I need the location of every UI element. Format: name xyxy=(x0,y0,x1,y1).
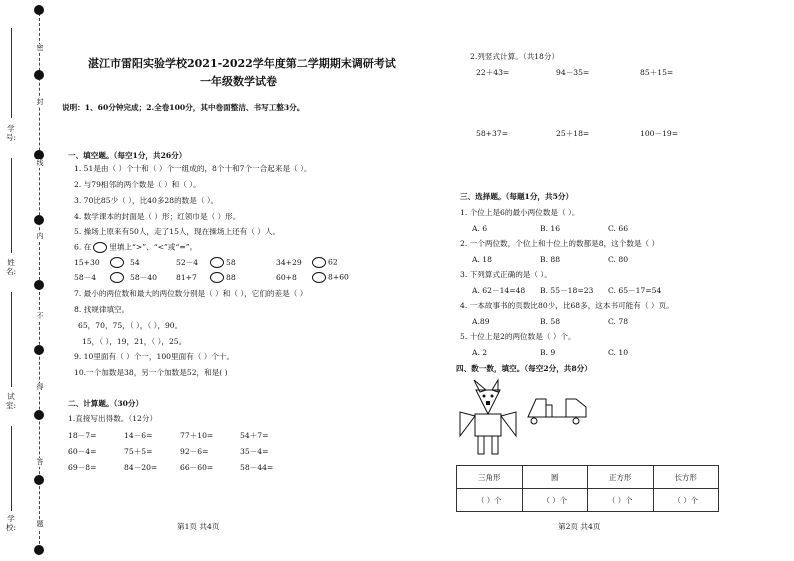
choice-option[interactable]: C. 66 xyxy=(608,224,629,233)
compare-right: 58－40 xyxy=(130,272,157,282)
vertical-calc-item: 100－19= xyxy=(640,129,679,138)
wheel-circle xyxy=(531,418,537,424)
vertical-calc-item: 58+37= xyxy=(476,129,509,138)
eye-circle xyxy=(491,395,494,398)
compare-left: 81+7 xyxy=(176,272,197,282)
compare-row-2 xyxy=(74,272,349,283)
vertical-calc-item: 22＋43= xyxy=(476,68,510,77)
exam-subtitle: 一年级数学试卷 xyxy=(200,75,277,88)
shape-truck-figure xyxy=(522,393,592,429)
margin-fill-line xyxy=(11,426,12,511)
student-id-label: 学号: xyxy=(6,124,17,142)
binding-hole xyxy=(34,475,44,485)
compare-circle[interactable] xyxy=(110,272,124,283)
binding-hole xyxy=(34,545,44,555)
truck-cab-left xyxy=(528,399,546,417)
oral-calc-item: 54＋7= xyxy=(240,431,269,440)
shape-header-circle: 圆 xyxy=(522,466,588,489)
binding-hole xyxy=(34,410,44,420)
vertical-calc-title: 2.列竖式计算。（共18分） xyxy=(470,52,560,61)
seal-char: 线 xyxy=(36,159,44,167)
binding-hole xyxy=(34,215,44,225)
compare-circle[interactable] xyxy=(110,257,124,268)
eye-circle xyxy=(483,395,486,398)
compare-circle[interactable] xyxy=(210,257,224,268)
q8-sequence-2: 15，（ ），19，21，（ ），25。 xyxy=(82,337,187,346)
choice-option[interactable]: B. 88 xyxy=(540,255,561,264)
compare-right: 58 xyxy=(226,257,236,267)
seal-char: 题 xyxy=(36,520,44,528)
compare-circle[interactable] xyxy=(210,272,224,283)
q5-line: 5. 操场上原来有50人，走了15人，现在操场上还有（ ）人。 xyxy=(74,227,281,236)
body-rectangle xyxy=(475,414,501,436)
choice-question: 4. 一本故事书的页数比80少，比68多，这本书可能有（ ）页。 xyxy=(460,301,674,310)
leg-rectangle xyxy=(478,436,484,454)
shape-robot-figure xyxy=(456,378,526,458)
q4-line: 4. 数学课本的封面是（ ）形；红领巾是（ ）形。 xyxy=(74,212,241,221)
choice-question: 3. 下列算式正确的是（ ）。 xyxy=(460,270,552,279)
margin-fill-line xyxy=(11,28,12,118)
shape-header-square: 正方形 xyxy=(588,466,654,489)
exam-instructions: 说明：1、60分钟完成；2.全卷100分，其中卷面整洁、书写工整3分。 xyxy=(62,103,305,112)
seal-char: 答 xyxy=(36,458,44,466)
wheel-circle xyxy=(573,418,579,424)
section2-heading: 二、计算题。（30分） xyxy=(68,399,144,408)
arm-triangle xyxy=(501,412,516,436)
nose-square xyxy=(486,401,490,405)
compare-right: 88 xyxy=(226,272,236,282)
seal-char: 封 xyxy=(36,98,44,106)
q2-line: 2. 与79相邻的两个数是（ ）和（ ）。 xyxy=(74,180,201,189)
choice-question: 2. 一个两位数，个位上和十位上的数都是8，这个数是（ ） xyxy=(460,239,660,248)
seal-char: 密 xyxy=(36,44,44,52)
choice-option[interactable]: C. 65－17=54 xyxy=(608,286,662,295)
choice-question: 1. 个位上是6的最小两位数是（ ）。 xyxy=(460,208,580,217)
choice-option[interactable]: C. 78 xyxy=(608,317,629,326)
choice-option[interactable]: B. 58 xyxy=(540,317,561,326)
shape-header-triangle: 三角形 xyxy=(457,466,523,489)
choice-option[interactable]: B. 9 xyxy=(540,348,556,357)
vertical-calc-item: 94－35= xyxy=(556,68,590,77)
oral-calc-item: 35－4= xyxy=(240,447,269,456)
oral-calc-item: 77＋10= xyxy=(180,431,214,440)
compare-left: 58－4 xyxy=(74,272,97,282)
binding-hole xyxy=(34,5,44,15)
choice-question: 5. 十位上是2的两位数是（ ）个。 xyxy=(460,332,576,341)
oral-calc-item: 14－6= xyxy=(124,431,153,440)
section3-heading: 三、选择题。（每题1分，共5分） xyxy=(460,192,574,201)
choice-option[interactable]: A.89 xyxy=(472,317,490,326)
q10-line: 10.一个加数是38，另一个加数是52，和是( ) xyxy=(74,368,228,377)
oral-calc-item: 18－7= xyxy=(68,431,97,440)
q6-prefix: 6. 在 xyxy=(74,242,92,252)
seal-char: 内 xyxy=(36,232,44,240)
choice-option[interactable]: B. 16 xyxy=(540,224,561,233)
arm-triangle xyxy=(460,412,475,436)
oral-calc-item: 69－8= xyxy=(68,463,97,472)
oral-calc-item: 75＋5= xyxy=(124,447,153,456)
shape-count-table xyxy=(456,465,719,512)
choice-option[interactable]: A. 18 xyxy=(472,255,492,264)
compare-circle[interactable] xyxy=(312,257,326,268)
oral-calc-item: 60－4= xyxy=(68,447,97,456)
compare-left: 60+8 xyxy=(276,272,297,282)
q8-sequence-1: 65，70，75，（ ），（ ），90。 xyxy=(78,321,183,330)
seal-char: 不 xyxy=(36,312,44,320)
leg-rectangle xyxy=(492,436,498,454)
margin-fill-line xyxy=(11,292,12,387)
choice-option[interactable]: A. 6 xyxy=(472,224,488,233)
exam-title: 湛江市雷阳实验学校2021-2022学年度第二学期期末调研考试 xyxy=(88,57,396,70)
choice-option[interactable]: B. 55－18=23 xyxy=(540,286,594,295)
binding-hole xyxy=(34,280,44,290)
compare-left: 52－4 xyxy=(176,257,199,267)
shape-answer-rectangle[interactable]: （ ）个 xyxy=(653,489,719,512)
compare-left: 34+29 xyxy=(276,257,302,267)
binding-hole xyxy=(34,345,44,355)
oral-calc-item: 92－6= xyxy=(180,447,209,456)
vertical-calc-item: 25＋18= xyxy=(556,129,590,138)
q8-line: 8. 找规律填空。 xyxy=(74,305,130,314)
exam-room-label: 试室: xyxy=(6,392,17,410)
choice-option[interactable]: A. 62－14=48 xyxy=(472,286,526,295)
binding-hole xyxy=(34,70,44,80)
school-label: 学校: xyxy=(6,514,17,532)
name-label: 姓名: xyxy=(6,258,17,276)
section1-heading: 一、填空题。（每空1分，共26分） xyxy=(68,151,187,160)
section4-heading: 四、数一数，填空。（每空2分，共8分） xyxy=(456,364,592,373)
shape-header-rectangle: 长方形 xyxy=(653,466,719,489)
seal-char: 得 xyxy=(36,383,44,391)
choice-option[interactable]: C. 80 xyxy=(608,255,629,264)
vertical-calc-item: 85＋15= xyxy=(640,68,674,77)
compare-left: 15+30 xyxy=(74,257,100,267)
oral-calc-item: 66－60= xyxy=(180,463,214,472)
q7-line: 7. 最小的两位数和最大的两位数分别是（ ）和（ ），它们的差是（ ） xyxy=(74,289,308,298)
compare-right: 54 xyxy=(130,257,140,267)
truck-bed-left xyxy=(546,405,552,417)
compare-right: 62 xyxy=(328,257,338,267)
shape-answer-circle[interactable]: （ ）个 xyxy=(522,489,588,512)
q6-suffix: 里填上“>”、“<”或“=”。 xyxy=(109,242,198,252)
q3-line: 3. 70比85少（ ），比40多28的数是（ ）。 xyxy=(74,196,219,205)
choice-option[interactable]: C. 10 xyxy=(608,348,629,357)
compare-circle[interactable] xyxy=(93,242,107,253)
margin-fill-line xyxy=(11,158,12,253)
compare-circle[interactable] xyxy=(312,272,326,283)
oral-calc-title: 1.直接写出得数。（12分） xyxy=(68,414,158,423)
compare-right: 8+60 xyxy=(328,272,349,282)
shape-answer-square[interactable]: （ ）个 xyxy=(588,489,654,512)
shape-answer-triangle[interactable]: （ ）个 xyxy=(457,489,523,512)
truck-cab-right xyxy=(566,399,586,417)
choice-option[interactable]: A. 2 xyxy=(472,348,488,357)
page-number: 第2页 共4页 xyxy=(558,522,601,531)
oral-calc-item: 58－44= xyxy=(240,463,274,472)
compare-row-1 xyxy=(74,257,338,268)
q6-line xyxy=(74,242,197,253)
page-number: 第1页 共4页 xyxy=(177,522,220,531)
q9-line: 9. 10里面有（ ）个一，100里面有（ ）个十。 xyxy=(74,352,235,361)
q1-line: 1. 51是由（ ）个十和（ ）个一组成的，8个十和7个一合起来是（ ）。 xyxy=(74,164,312,173)
oral-calc-item: 84－20= xyxy=(124,463,158,472)
